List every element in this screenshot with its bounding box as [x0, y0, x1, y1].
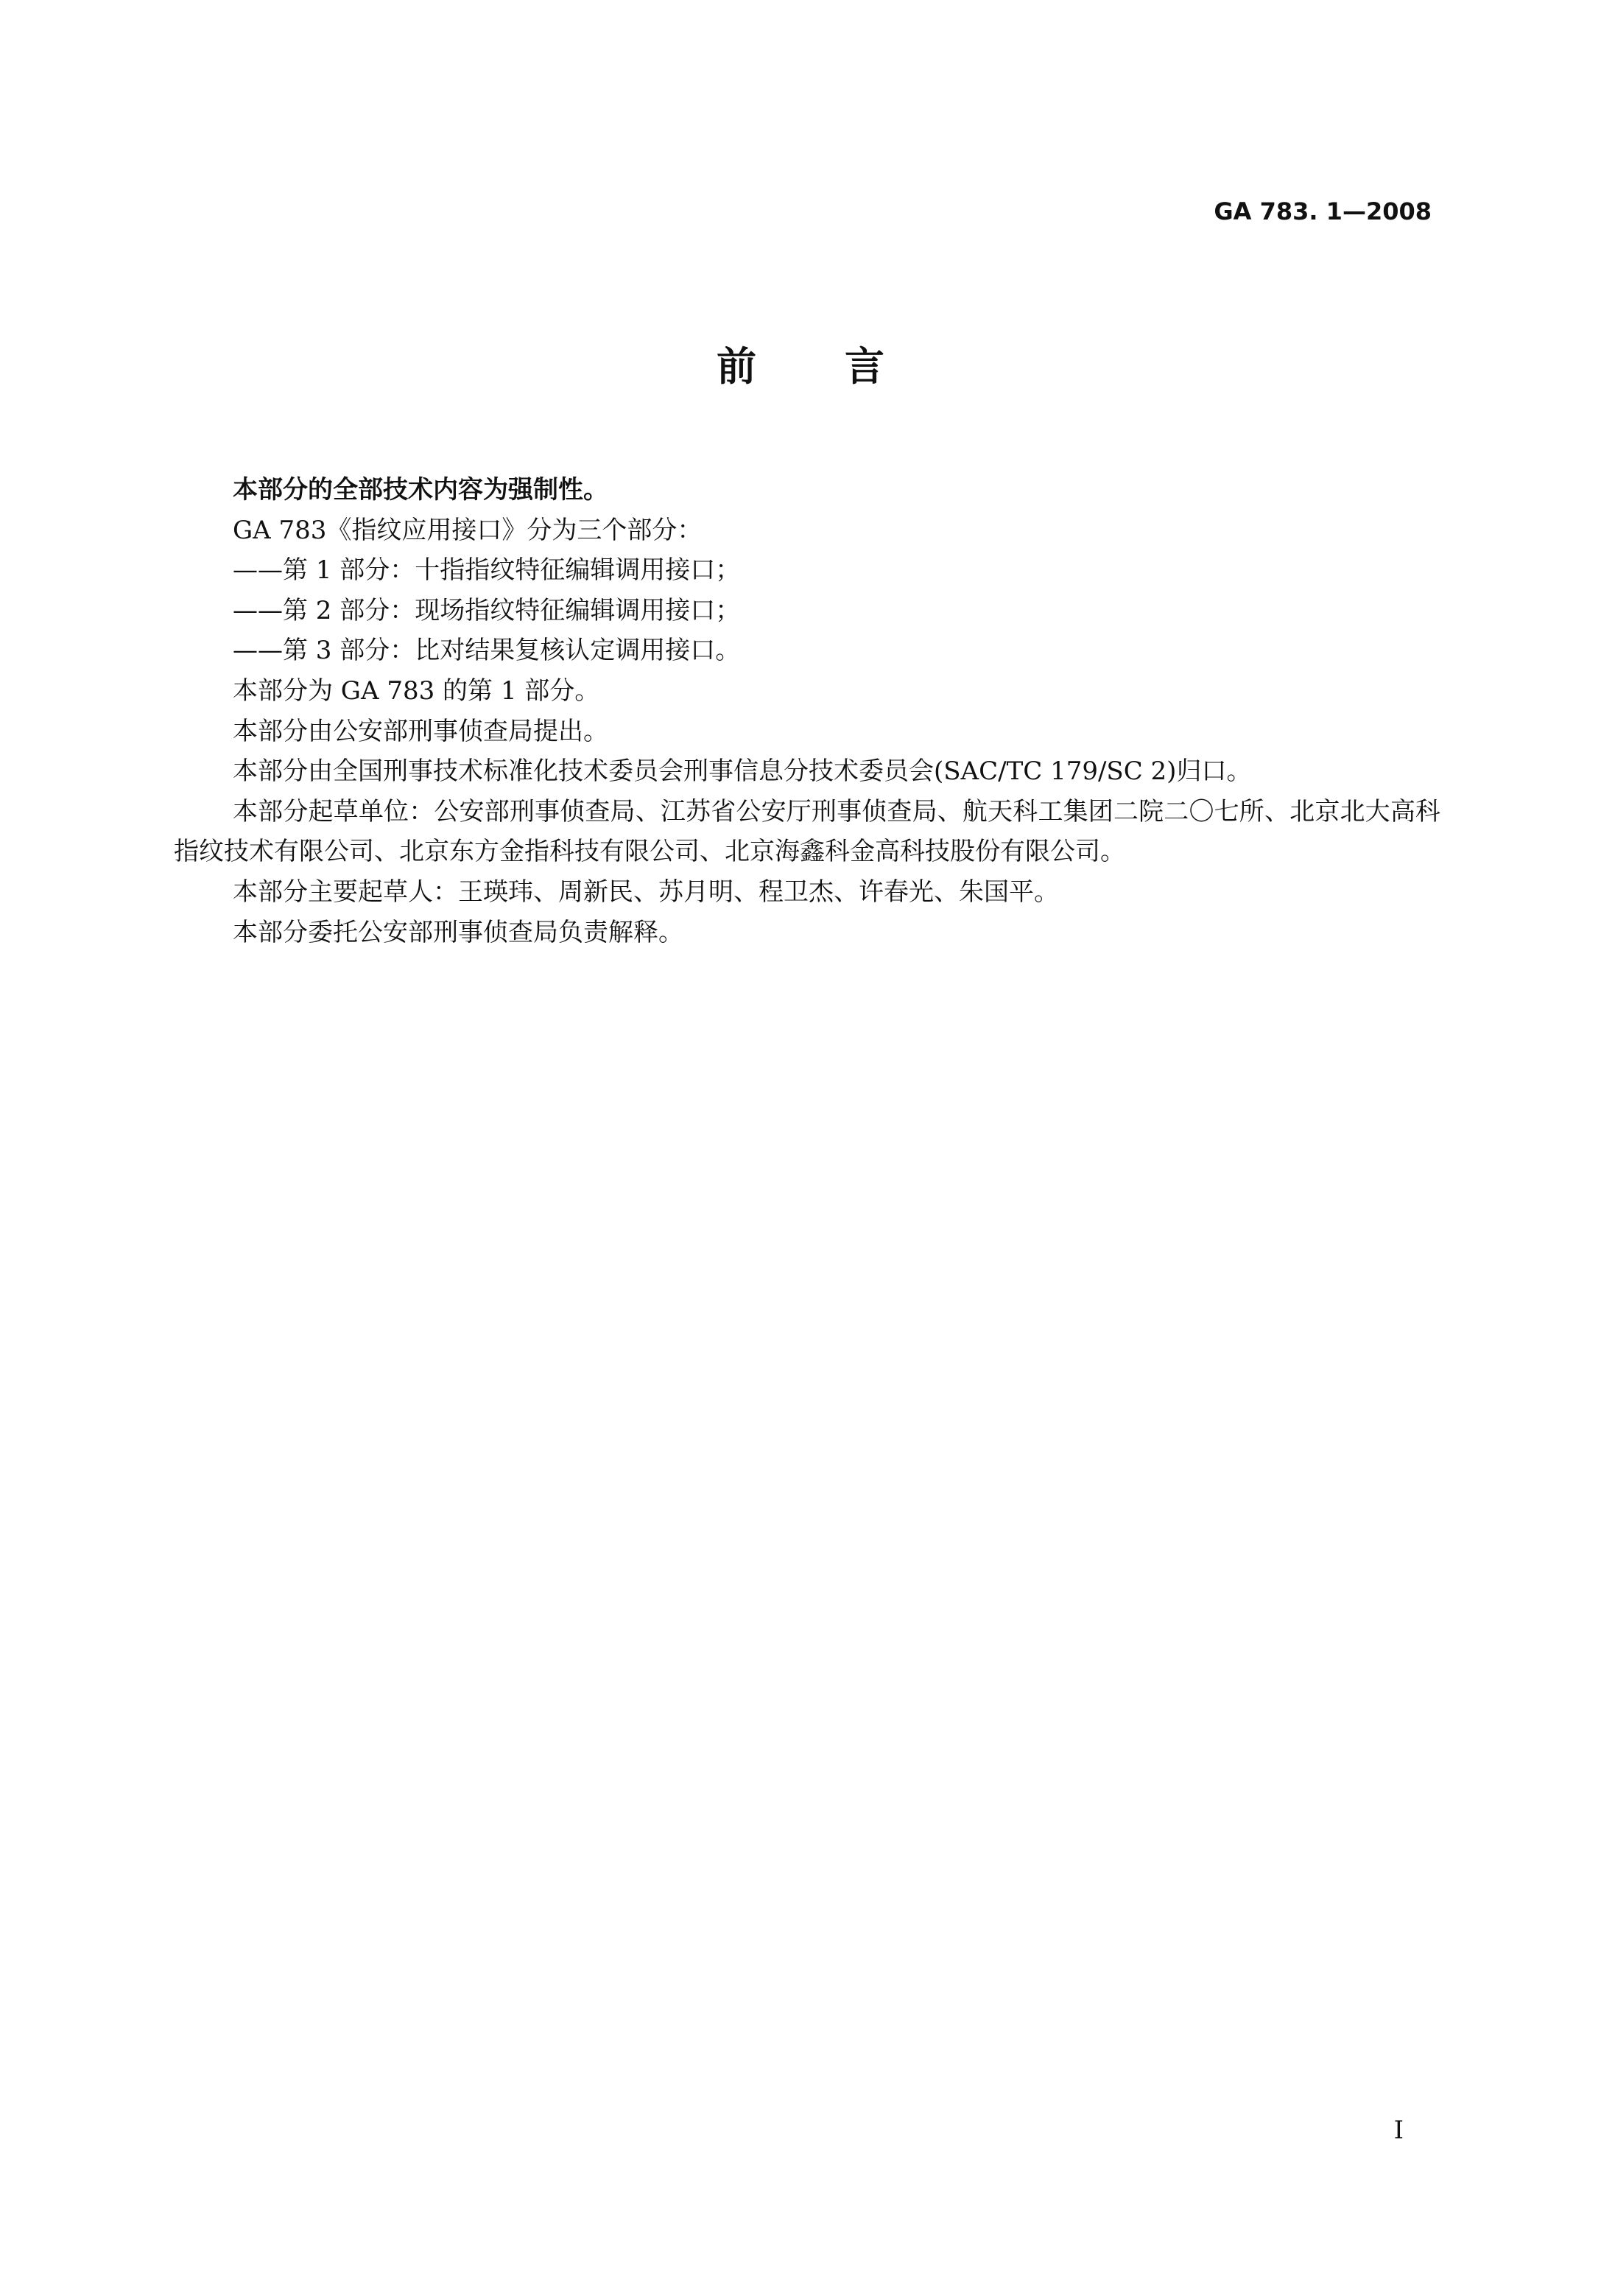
paragraph-part-number: 本部分为 GA 783 的第 1 部分。 — [233, 675, 600, 706]
paragraph-main-drafters: 本部分主要起草人：王瑛玮、周新民、苏月明、程卫杰、许春光、朱国平。 — [233, 877, 1059, 907]
standard-code: GA 783. 1—2008 — [1214, 197, 1432, 225]
list-item-part-3: ——第 3 部分：比对结果复核认定调用接口。 — [233, 636, 741, 666]
list-item-part-1: ——第 1 部分：十指指纹特征编辑调用接口； — [233, 555, 741, 586]
foreword-body — [174, 470, 1440, 952]
page-title: 前言 — [717, 343, 973, 390]
page-number: I — [1393, 2116, 1404, 2145]
paragraph-interpretation: 本部分委托公安部刑事侦查局负责解释。 — [233, 917, 683, 947]
list-item-part-2: ——第 2 部分：现场指纹特征编辑调用接口； — [233, 595, 741, 625]
paragraph-under-jurisdiction: 本部分由全国刑事技术标准化技术委员会刑事信息分技术委员会(SAC/TC 179/SC 2)归口。 — [233, 756, 1252, 787]
paragraph-drafting-units: 本部分起草单位：公安部刑事侦查局、江苏省公安厅刑事侦查局、航天科工集团二院二〇七所、北京北大高科指纹技术有限公司、北京东方金指科技有限公司、北京海鑫科金高科技股份有限公司。 — [174, 796, 1440, 867]
paragraph-mandatory-statement: 本部分的全部技术内容为强制性。 — [233, 475, 608, 505]
paragraph-proposed-by: 本部分由公安部刑事侦查局提出。 — [233, 716, 608, 746]
paragraph-parts-intro: GA 783《指纹应用接口》分为三个部分： — [233, 515, 703, 545]
